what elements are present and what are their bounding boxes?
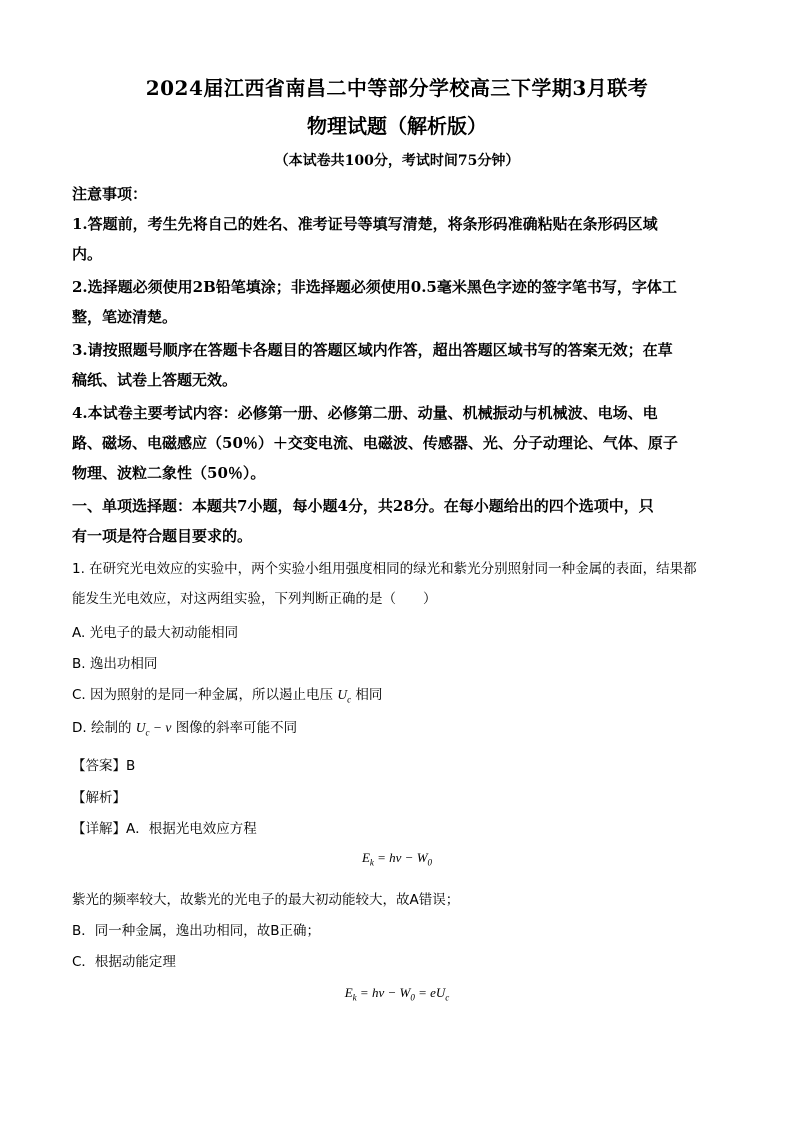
math-var: E [361,850,370,865]
notice-line: 2.选择题必须使用2B铅笔填涂；非选择题必须使用0.5毫米黑色字迹的签字笔书写，字体工 [72,278,677,296]
math-var: U [337,687,348,702]
math-expr: = hν − W [373,850,428,865]
notice-line: 物理、波粒二象性（50％）。 [72,464,266,482]
option-d-text: D. 绘制的 [72,720,132,736]
notice-line: 稿纸、试卷上答题无效。 [72,371,238,389]
math-sub: c [445,992,450,1003]
equation-photoelectric [0,850,794,868]
math-expr: − ν [149,720,172,735]
detail-text: A．根据光电效应方程 [126,821,257,837]
explanation-line: C．根据动能定理 [72,954,176,970]
math-expr: = eU [414,985,446,1000]
option-d [72,716,732,738]
option-d-text: 图像的斜率可能不同 [175,720,298,736]
option-a: A. 光电子的最大初动能相同 [72,625,239,641]
option-c-text: 相同 [355,687,383,703]
question-stem: 1. 在研究光电效应的实验中，两个实验小组用强度相同的绿光和紫光分别照射同一种金属的表面，结果都 [72,561,697,577]
answer-value: B [126,758,136,774]
question-stem: 能发生光电效应，对这两组实验，下列判断正确的是（ ） [72,591,437,607]
notice-heading: 注意事项： [72,185,148,203]
exam-title: 2024届江西省南昌二中等部分学校高三下学期3月联考 [145,76,649,100]
analysis-label: 【解析】 [72,790,126,806]
equation-kinetic [0,985,794,1003]
math-expr: = hν − W [356,985,411,1000]
math-symbol [337,687,352,705]
math-symbol [135,720,172,738]
notice-line: 4.本试卷主要考试内容：必修第一册、必修第二册、动量、机械振动与机械波、电场、电 [72,404,658,422]
answer-line [72,754,732,774]
math-sub: c [347,694,352,705]
explanation-line: 紫光的频率较大，故紫光的光电子的最大初动能较大，故A错误； [72,892,460,908]
option-c-text: C. 因为照射的是同一种金属，所以遏止电压 [72,687,334,703]
math-var: E [344,985,353,1000]
exam-subtitle: 物理试题（解析版） [307,114,487,138]
math-sub: c [145,727,150,738]
section-heading: 有一项是符合题目要求的。 [72,527,253,545]
section-heading: 一、单项选择题：本题共7小题，每小题4分，共28分。在每小题给出的四个选项中，只 [72,497,654,515]
detail-line [72,817,732,837]
notice-line: 3.请按照题号顺序在答题卡各题目的答题区域内作答，超出答题区域书写的答案无效；在草 [72,341,673,359]
notice-line: 路、磁场、电磁感应（50％）＋交变电流、电磁波、传感器、光、分子动理论、气体、原子 [72,434,678,452]
option-c [72,683,732,705]
option-b: B. 逸出功相同 [72,656,158,672]
notice-line: 整，笔迹清楚。 [72,308,178,326]
exam-note: （本试卷共100分，考试时间75分钟） [274,153,520,169]
math-var: U [135,720,146,735]
explanation-line: B．同一种金属，逸出功相同，故B正确； [72,923,321,939]
math-sub: 0 [410,992,415,1003]
answer-label: 【答案】 [72,758,126,774]
math-sub: k [369,857,374,868]
detail-label: 【详解】 [72,821,126,837]
math-sub: 0 [427,857,433,868]
notice-line: 1.答题前，考生先将自己的姓名、准考证号等填写清楚，将条形码准确粘贴在条形码区域 [72,215,658,233]
math-sub: k [352,992,357,1003]
notice-line: 内。 [72,245,103,263]
